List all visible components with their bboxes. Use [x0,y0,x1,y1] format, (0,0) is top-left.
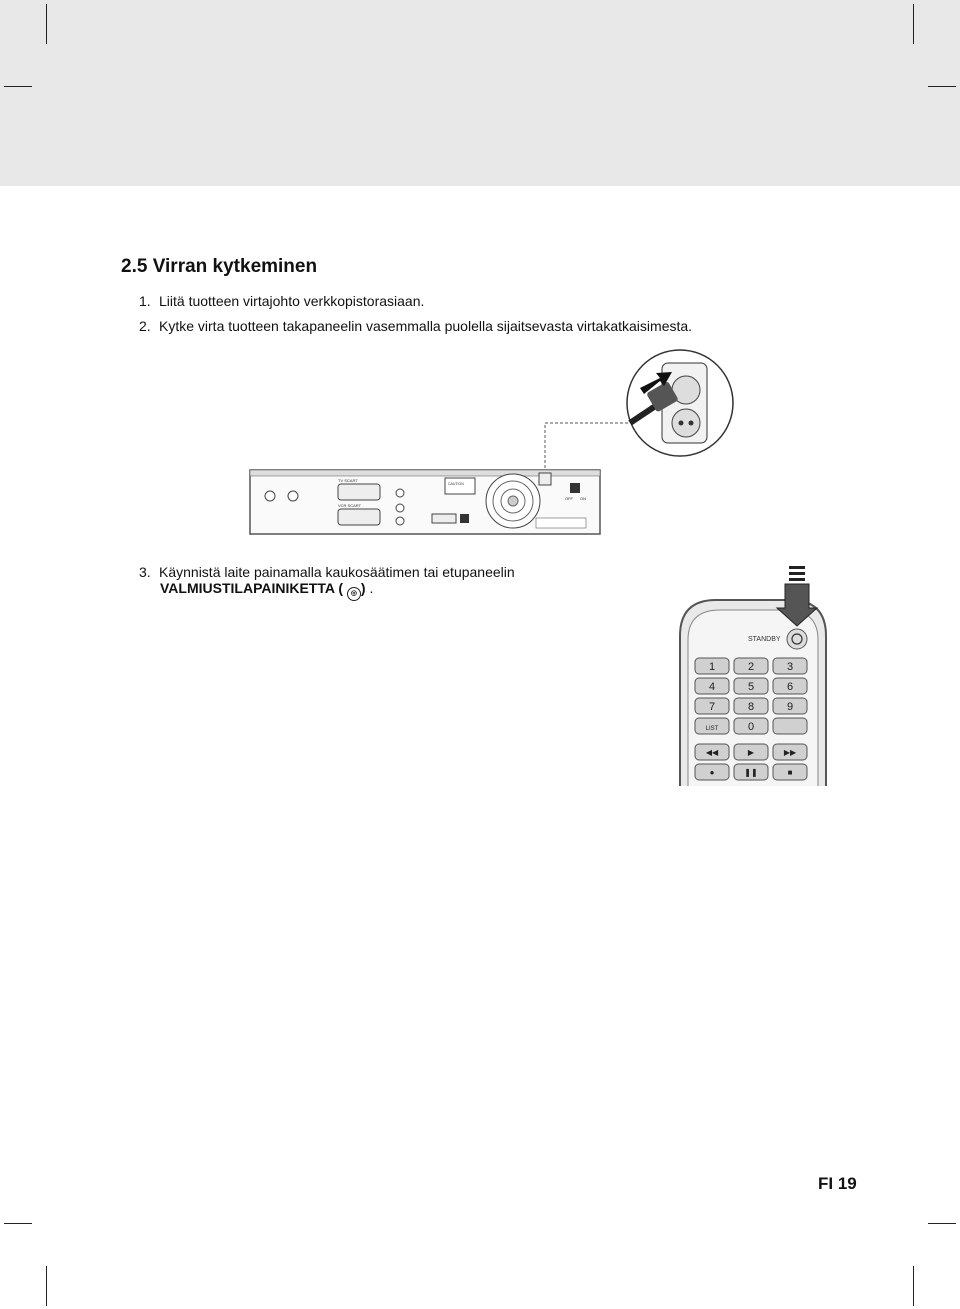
bracket-close: ) [360,580,366,596]
step-1 [139,293,424,309]
step-2 [139,318,692,334]
remote-control-illustration [676,566,830,786]
sentence-end: . [369,580,374,596]
remote-key-label: 0 [747,721,755,733]
vcr-scart-label: VCR SCART [338,503,362,508]
standby-label: STANDBY [748,636,781,643]
power-on-label: ON [580,496,586,501]
remote-key-label: 1 [708,661,716,673]
remote-transport-label: ■ [787,768,793,777]
step-number: 2. [139,318,151,334]
remote-key-label: 4 [708,681,716,693]
standby-icon: ◎ [347,587,361,601]
step-number: 1. [139,293,151,309]
caution-label: CAUTION [448,482,464,486]
remote-key-label: 8 [747,701,755,713]
remote-key-label: 7 [708,701,716,713]
remote-transport-label: ❚❚ [744,768,758,777]
remote-key-label: 5 [747,681,755,693]
rear-panel-illustration [240,348,740,538]
wall-socket [627,350,733,456]
receiver-back-panel [250,470,600,534]
crop-mark [928,86,956,87]
remote-key-label: LIST [705,726,719,732]
remote-key-label: 3 [786,661,794,673]
step-3-continuation [160,580,373,601]
remote-key-label: 9 [786,701,794,713]
standby-button-name: VALMIUSTILAPAINIKETTA ( [160,580,344,596]
power-button [787,629,807,649]
remote-transport-label: ▶▶ [783,748,797,757]
crop-mark [46,4,47,44]
page-number: FI 19 [818,1174,857,1193]
crop-mark [928,1223,956,1224]
power-off-label: OFF [565,496,573,501]
header-band [0,0,960,186]
crop-mark [4,86,32,87]
step-text: Käynnistä laite painamalla kaukosäätimen tai etupaneelin [159,564,515,580]
crop-mark [913,1266,914,1306]
step-3 [139,564,515,580]
section-title: 2.5 Virran kytkeminen [121,256,318,277]
crop-mark [913,4,914,44]
remote-key-label: 2 [747,661,755,673]
remote-transport-label: ● [709,768,715,777]
remote-transport-label: ◀◀ [705,748,719,757]
step-text: Liitä tuotteen virtajohto verkkopistorasiaan. [159,293,425,309]
crop-mark [4,1223,32,1224]
crop-mark [46,1266,47,1306]
remote-key-label: 6 [786,681,794,693]
remote-key [773,718,807,734]
remote-transport-label: ▶ [747,748,755,757]
step-number: 3. [139,564,151,580]
step-text: Kytke virta tuotteen takapaneelin vasemmalla puolella sijaitsevasta virtakatkaisimesta. [159,318,693,334]
tv-scart-label: TV SCART [338,478,358,483]
